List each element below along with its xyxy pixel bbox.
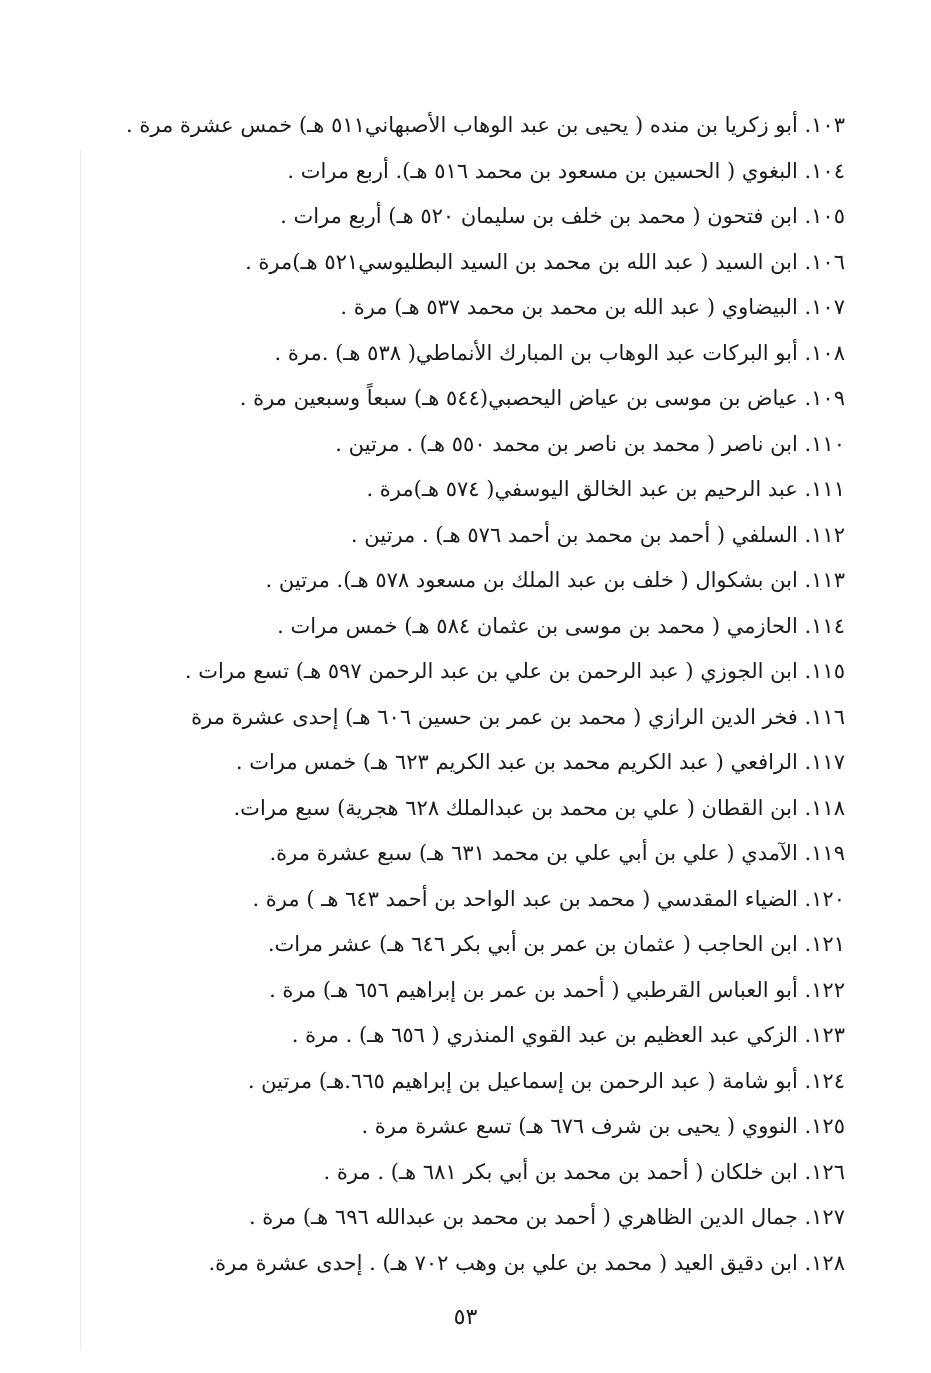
list-item: ١١٨. ابن القطان ( علي بن محمد بن عبدالملك ٦٢٨ هجرية) سبع مرات. xyxy=(233,795,845,820)
list-item: ١١٢. السلفي ( أحمد بن محمد بن أحمد ٥٧٦ هـ) . مرتين . xyxy=(350,522,845,547)
entry-list xyxy=(85,103,845,1286)
list-item: ١١٥. ابن الجوزي ( عبد الرحمن بن علي بن عبد الرحمن ٥٩٧ هـ) تسع مرات . xyxy=(184,659,845,683)
list-item: ١١٣. ابن بشكوال ( خلف بن عبد الملك بن مسعود ٥٧٨ هـ). مرتين . xyxy=(265,568,845,592)
list-item: ١٠٧. البيضاوي ( عبد الله بن محمد بن محمد ٥٣٧ هـ) مرة . xyxy=(340,295,845,319)
list-item: ١٠٤. البغوي ( الحسين بن مسعود بن محمد ٥١٦ هـ). أربع مرات . xyxy=(287,158,845,183)
page-number: ٥٣ xyxy=(453,1305,478,1330)
list-item: ١٠٩. عياض بن موسى بن عياض اليحصبي(٥٤٤ هـ) سبعاً وسبعين مرة . xyxy=(239,386,845,410)
list-item: ١١١. عبد الرحيم بن عبد الخالق اليوسفي( ٥٧٤ هـ)مرة . xyxy=(366,477,845,501)
list-item: ١١٩. الآمدي ( علي بن أبي علي بن محمد ٦٣١ هـ) سبع عشرة مرة. xyxy=(269,841,845,865)
list-item: ١٠٥. ابن فتحون ( محمد بن خلف بن سليمان ٥٢٠ هـ) أربع مرات . xyxy=(280,204,845,228)
list-item: ١١٦. فخر الدين الرازي ( محمد بن عمر بن حسين ٦٠٦ هـ) إحدى عشرة مرة xyxy=(191,704,845,729)
list-item: ١١٤. الحازمي ( محمد بن موسى بن عثمان ٥٨٤ هـ) خمس مرات . xyxy=(277,613,845,638)
list-item: ١٠٦. ابن السيد ( عبد الله بن محمد بن السيد البطليوسي٥٢١ هـ)مرة . xyxy=(245,249,845,274)
list-item: ١٢١. ابن الحاجب ( عثمان بن عمر بن أبي بكر ٦٤٦ هـ) عشر مرات. xyxy=(267,932,845,956)
margin-rule xyxy=(80,150,81,1350)
list-item: ١٢٥. النووي ( يحيى بن شرف ٦٧٦ هـ) تسع عشرة مرة . xyxy=(361,1114,845,1138)
list-item: ١٢٢. أبو العباس القرطبي ( أحمد بن عمر بن إبراهيم ٦٥٦ هـ) مرة . xyxy=(269,977,845,1002)
list-item: ١٢٠. الضياء المقدسي ( محمد بن عبد الواحد بن أحمد ٦٤٣ هـ ) مرة . xyxy=(252,886,845,911)
list-item: ١٢٦. ابن خلكان ( أحمد بن محمد بن أبي بكر ٦٨١ هـ) . مرة . xyxy=(323,1159,845,1184)
list-item: ١٢٧. جمال الدين الظاهري ( أحمد بن محمد بن عبدالله ٦٩٦ هـ) مرة . xyxy=(248,1205,845,1229)
list-item: ١٠٨. أبو البركات عبد الوهاب بن المبارك الأنماطي( ٥٣٨ هـ) .مرة . xyxy=(274,340,845,365)
list-item: ١١٠. ابن ناصر ( محمد بن ناصر بن محمد ٥٥٠ هـ) . مرتين . xyxy=(335,431,845,456)
list-item: ١٢٣. الزكي عبد العظيم بن عبد القوي المنذري ( ٦٥٦ هـ) . مرة . xyxy=(291,1023,845,1047)
list-item: ١٠٣. أبو زكريا بن منده ( يحيى بن عبد الوهاب الأصبهاني٥١١ هـ) خمس عشرة مرة . xyxy=(126,113,845,137)
list-item: ١٢٤. أبو شامة ( عبد الرحمن بن إسماعيل بن إبراهيم ٦٦٥.هـ) مرتين . xyxy=(247,1068,845,1093)
list-item: ١٢٨. ابن دقيق العيد ( محمد بن علي بن وهب ٧٠٢ هـ) . إحدى عشرة مرة. xyxy=(208,1250,845,1275)
list-item: ١١٧. الرافعي ( عبد الكريم محمد بن عبد الكريم ٦٢٣ هـ) خمس مرات . xyxy=(235,750,845,774)
